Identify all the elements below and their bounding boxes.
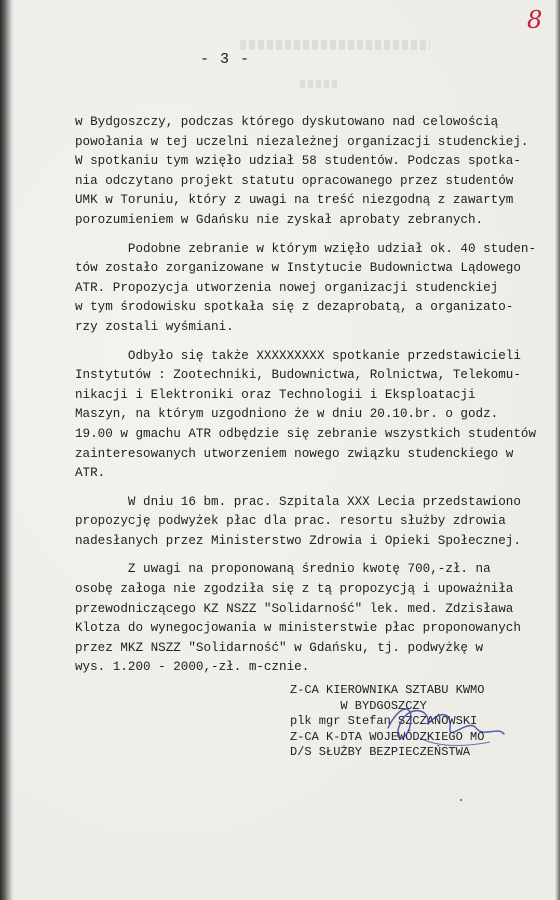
text-line: nia odczytano projekt statutu opracowanego przez studentów bbox=[75, 173, 514, 188]
text-line: wys. 1.200 - 2000,-zł. m-cznie. bbox=[75, 660, 310, 675]
text-line: ATR. bbox=[75, 466, 106, 481]
text-line: Klotza do wynegocjowania w ministerstwie płac proponowanych bbox=[75, 621, 521, 636]
text-line: W dniu 16 bm. prac. Szpitala XXX Lecia przedstawiono bbox=[75, 494, 521, 509]
stray-mark bbox=[460, 799, 462, 801]
text-line: nadesłanych przez Ministerstwo Zdrowia i Opieki Społecznej. bbox=[75, 533, 521, 548]
text-line: w Bydgoszczy, podczas którego dyskutowano nad celowością bbox=[75, 115, 499, 129]
scan-right-edge bbox=[555, 0, 560, 900]
text-line: zainteresowanych utworzeniem nowego związku studenckiego w bbox=[75, 446, 514, 461]
paragraph bbox=[75, 240, 555, 338]
signature-line: Z-CA KIEROWNIKA SZTABU KWMO bbox=[290, 683, 485, 697]
text-line: w tym środowisku spotkała się z dezaprobatą, a organizato- bbox=[75, 300, 514, 315]
signature-line: W BYDGOSZCZY bbox=[290, 698, 427, 713]
bleed-through-mark bbox=[300, 80, 340, 88]
text-line: nikacji i Elektroniki oraz Technologii i Eksploatacji bbox=[75, 387, 476, 402]
text-line: Instytutów : Zootechniki, Budownictwa, Rolnictwa, Telekomu- bbox=[75, 368, 521, 383]
text-line: powołania w tej uczelni niezależnej organizacji studenckiej. bbox=[75, 134, 529, 149]
page-number: - 3 - bbox=[200, 51, 251, 68]
signature-line: plk mgr Stefan SZCZAŃOWSKI bbox=[290, 714, 478, 728]
signature-line: Z-CA K-DTA WOJEWÓDZKIEGO MO bbox=[290, 729, 485, 744]
text-line: UMK w Toruniu, który z uwagi na treść niezgodną z zawartym bbox=[75, 193, 514, 208]
bleed-through-mark bbox=[240, 40, 430, 50]
text-line: Z uwagi na proponowaną średnio kwotę 700,-zł. na bbox=[75, 562, 491, 577]
text-line: rzy zostali wyśmiani. bbox=[75, 319, 234, 334]
text-line: Maszyn, na którym uzgodniono że w dniu 20.10.br. o godz. bbox=[75, 407, 499, 422]
paragraph bbox=[75, 347, 555, 484]
text-line: porozumieniem w Gdańsku nie zyskał aprobaty zebranych. bbox=[75, 212, 484, 227]
text-line: Podobne zebranie w którym wzięło udział ok. 40 studen- bbox=[75, 241, 537, 256]
document-body bbox=[75, 113, 555, 687]
text-line: przewodniczącego KZ NSZZ "Solidarność" lek. med. Zdzisława bbox=[75, 601, 514, 616]
paragraph bbox=[75, 113, 555, 231]
text-line: 19.00 w gmachu ATR odbędzie się zebranie wszystkich studentów bbox=[75, 426, 537, 441]
text-line: osobę załoga nie zgodziła się z tą propozycją i upoważniła bbox=[75, 582, 514, 597]
handwritten-page-annotation: 8 bbox=[527, 6, 543, 34]
text-line: Odbyło się także XXXXXXXXX spotkanie przedstawicieli bbox=[75, 348, 521, 363]
paragraph bbox=[75, 493, 555, 552]
text-line: przez MKZ NSZZ "Solidarność" w Gdańsku, tj. podwyżkę w bbox=[75, 640, 484, 655]
text-line: tów zostało zorganizowane w Instytucie Budownictwa Lądowego bbox=[75, 261, 521, 276]
text-line: ATR. Propozycja utworzenia nowej organizacji studenckiej bbox=[75, 280, 499, 295]
text-line: propozycję podwyżek płac dla prac. resortu służby zdrowia bbox=[75, 514, 506, 529]
handwritten-signature bbox=[380, 698, 510, 758]
paragraph bbox=[75, 560, 555, 678]
scan-left-edge-shadow bbox=[0, 0, 14, 900]
text-line: W spotkaniu tym wzięło udział 58 studentów. Podczas spotka- bbox=[75, 154, 521, 169]
signature-line: D/S SŁUŻBY BEZPIECZEŃSTWA bbox=[290, 745, 471, 759]
